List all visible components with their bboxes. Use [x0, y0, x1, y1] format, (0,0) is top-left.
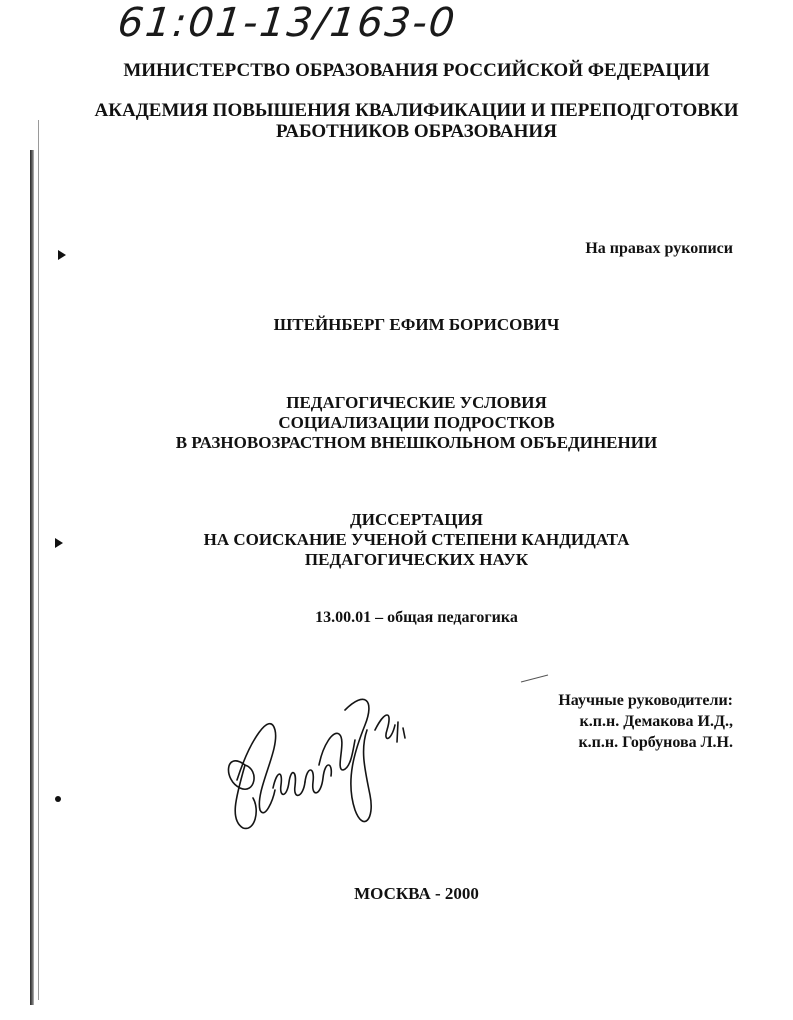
- archive-number: 61:01-13/163-0: [115, 0, 459, 46]
- title-line3: В РАЗНОВОЗРАСТНОМ ВНЕШКОЛЬНОМ ОБЪЕДИНЕНИИ: [175, 433, 658, 452]
- academy-heading-line1: АКАДЕМИЯ ПОВЫШЕНИЯ КВАЛИФИКАЦИИ И ПЕРЕПОДГОТОВКИ: [94, 100, 739, 121]
- scan-binding-edge: [30, 150, 34, 1005]
- title-line1: ПЕДАГОГИЧЕСКИЕ УСЛОВИЯ: [286, 393, 547, 412]
- author-name: ШТЕЙНБЕРГ ЕФИМ БОРИСОВИЧ: [273, 315, 560, 334]
- degree-line2: НА СОИСКАНИЕ УЧЕНОЙ СТЕПЕНИ КАНДИДАТА: [203, 530, 630, 549]
- binding-dot: [55, 796, 61, 802]
- ministry-heading: МИНИСТЕРСТВО ОБРАЗОВАНИЯ РОССИЙСКОЙ ФЕДЕРАЦИИ: [123, 60, 710, 81]
- academy-heading-line2: РАБОТНИКОВ ОБРАЗОВАНИЯ: [276, 121, 557, 142]
- degree-line3: ПЕДАГОГИЧЕСКИХ НАУК: [304, 550, 529, 569]
- supervisor-name: к.п.н. Горбунова Л.Н.: [578, 734, 733, 751]
- signature: [215, 670, 415, 840]
- rights-note: На правах рукописи: [585, 240, 733, 257]
- binding-mark: [58, 250, 66, 260]
- city-year: МОСКВА - 2000: [354, 884, 479, 903]
- supervisor-name: к.п.н. Демакова И.Д.,: [579, 713, 733, 730]
- supervisors-label: Научные руководители:: [558, 692, 733, 709]
- specialty-code: 13.00.01 – общая педагогика: [315, 609, 518, 626]
- title-line2: СОЦИАЛИЗАЦИИ ПОДРОСТКОВ: [278, 413, 555, 432]
- supervisors-block: [558, 690, 733, 753]
- degree-line1: ДИССЕРТАЦИЯ: [350, 510, 483, 529]
- pen-mark: [520, 670, 550, 680]
